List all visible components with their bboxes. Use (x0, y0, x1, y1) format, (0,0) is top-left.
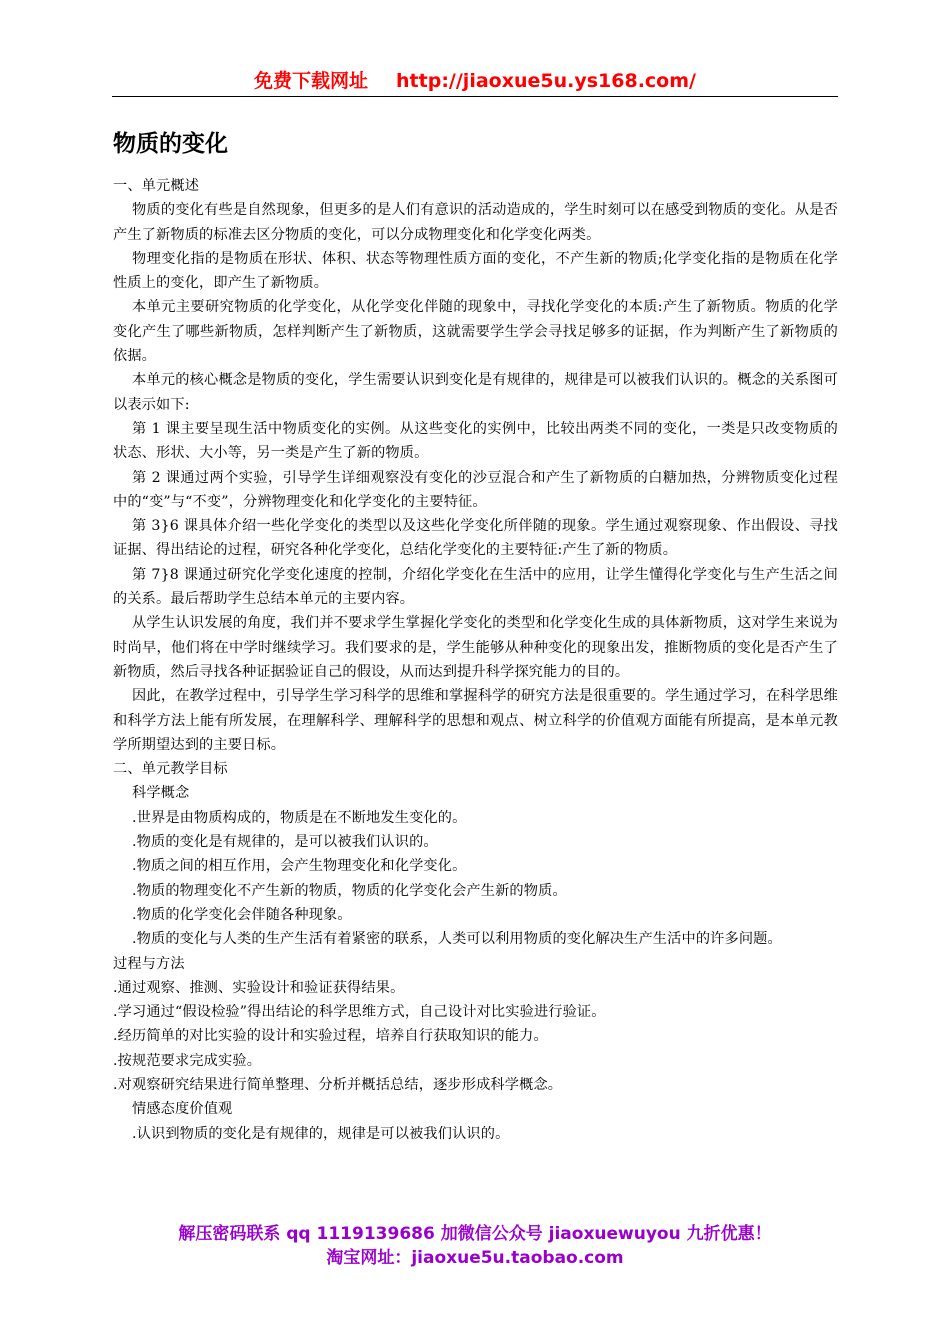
list-item: .物质的变化与人类的生产生活有着紧密的联系，人类可以利用物质的变化解决生产生活中的许多问题。 (132, 931, 782, 948)
paragraph: 物理变化指的是物质在形状、体积、状态等物理性质方面的变化，不产生新的物质;化学变化指的是物质在化学性质上的变化，即产生了新物质。 (113, 250, 838, 292)
header-banner (112, 68, 838, 97)
footer-contact: 解压密码联系 qq 1119139686 加微信公众号 jiaoxuewuyou 九折优惠！ (178, 1224, 772, 1244)
paragraph: 第 2 课通过两个实验，引导学生详细观察没有变化的沙豆混合和产生了新物质的白糖加热，分辨物质变化过程中的“变”与“不变”，分辨物理变化和化学变化的主要特征。 (113, 469, 838, 510)
list-item: .认识到物质的变化是有规律的，规律是可以被我们认识的。 (132, 1125, 510, 1142)
subheading-attitude: 情感态度价值观 (132, 1101, 233, 1118)
paragraph: 本单元的核心概念是物质的变化，学生需要认识到变化是有规律的，规律是可以被我们认识的。概念的关系图可以表示如下: (113, 372, 838, 413)
paragraph: 第 1 课主要呈现生活中物质变化的实例。从这些变化的实例中，比较出两类不同的变化，一类是只改变物质的状态、形状、大小等，另一类是产生了新的物质。 (113, 420, 838, 462)
page-title: 物质的变化 (113, 131, 228, 157)
section-heading-goals: 二、单元教学目标 (113, 761, 228, 778)
paragraph: 第 3}6 课具体介绍一些化学变化的类型以及这些化学变化所伴随的现象。学生通过观察现象、作出假设、寻找证据、得出结论的过程，研究各种化学变化，总结化学变化的主要特征:产生了新的物质。 (113, 518, 838, 559)
list-item: .按规范要求完成实验。 (113, 1052, 262, 1069)
subheading-process: 过程与方法 (113, 955, 185, 972)
header-label: 免费下载网址 (254, 70, 369, 92)
footer-shop-url[interactable]: 淘宝网址：jiaoxue5u.taobao.com (326, 1248, 624, 1268)
paragraph: 物质的变化有些是自然现象，但更多的是人们有意识的活动造成的，学生时刻可以在感受到物质的变化。从是否产生了新物质的标准去区分物质的变化，可以分成物理变化和化学变化两类。 (113, 202, 838, 243)
list-item: .物质的变化是有规律的，是可以被我们认识的。 (132, 834, 438, 851)
paragraph: 第 7}8 课通过研究化学变化速度的控制，介绍化学变化在生活中的应用，让学生懂得化学变化与生产生活之间的关系。最后帮助学生总结本单元的主要内容。 (113, 566, 838, 608)
list-item: .世界是由物质构成的，物质是在不断地发生变化的。 (132, 809, 467, 826)
paragraph: 本单元主要研究物质的化学变化，从化学变化伴随的现象中，寻找化学变化的本质:产生了新物质。物质的化学变化产生了哪些新物质，怎样判断产生了新物质，这就需要学生学会寻找足够多的证据，作为判断产生了新物质的依据。 (113, 299, 838, 365)
list-item: .学习通过“假设检验”得出结论的科学思维方式，自己设计对比实验进行验证。 (113, 1004, 606, 1021)
list-item: .物质的物理变化不产生新的物质，物质的化学变化会产生新的物质。 (132, 882, 567, 899)
list-item: .经历简单的对比实验的设计和实验过程，培养自行获取知识的能力。 (113, 1028, 548, 1045)
subheading-concepts: 科学概念 (132, 785, 190, 802)
list-item: .物质之间的相互作用，会产生物理变化和化学变化。 (132, 858, 467, 875)
paragraph: 因此，在教学过程中，引导学生学习科学的思维和掌握科学的研究方法是很重要的。学生通过学习，在科学思维和科学方法上能有所发展，在理解科学、理解科学的思想和观点、树立科学的价值观方面能有所提高，是本单元教学所期望达到的主要日标。 (113, 688, 838, 753)
list-item: .对观察研究结果进行简单整理、分析并概括总结，逐步形成科学概念。 (113, 1076, 563, 1093)
list-item: .通过观察、推测、实验设计和验证获得结果。 (113, 979, 405, 996)
document-body (113, 128, 838, 1146)
section-heading-overview: 一、单元概述 (113, 178, 200, 194)
paragraph: 从学生认识发展的角度，我们并不要求学生掌握化学变化的类型和化学变化生成的具体新物质，这对学生来说为时尚早，他们将在中学时继续学习。我们要求的是，学生能够从种种变化的现象出发，推断物质的变化是否产生了新物质，然后寻找各种证据验证自己的假设，从而达到提升科学探究能力的目的。 (113, 615, 838, 680)
header-url[interactable]: http://jiaoxue5u.ys168.com/ (396, 70, 696, 92)
list-item: .物质的化学变化会伴随各种现象。 (132, 906, 352, 923)
